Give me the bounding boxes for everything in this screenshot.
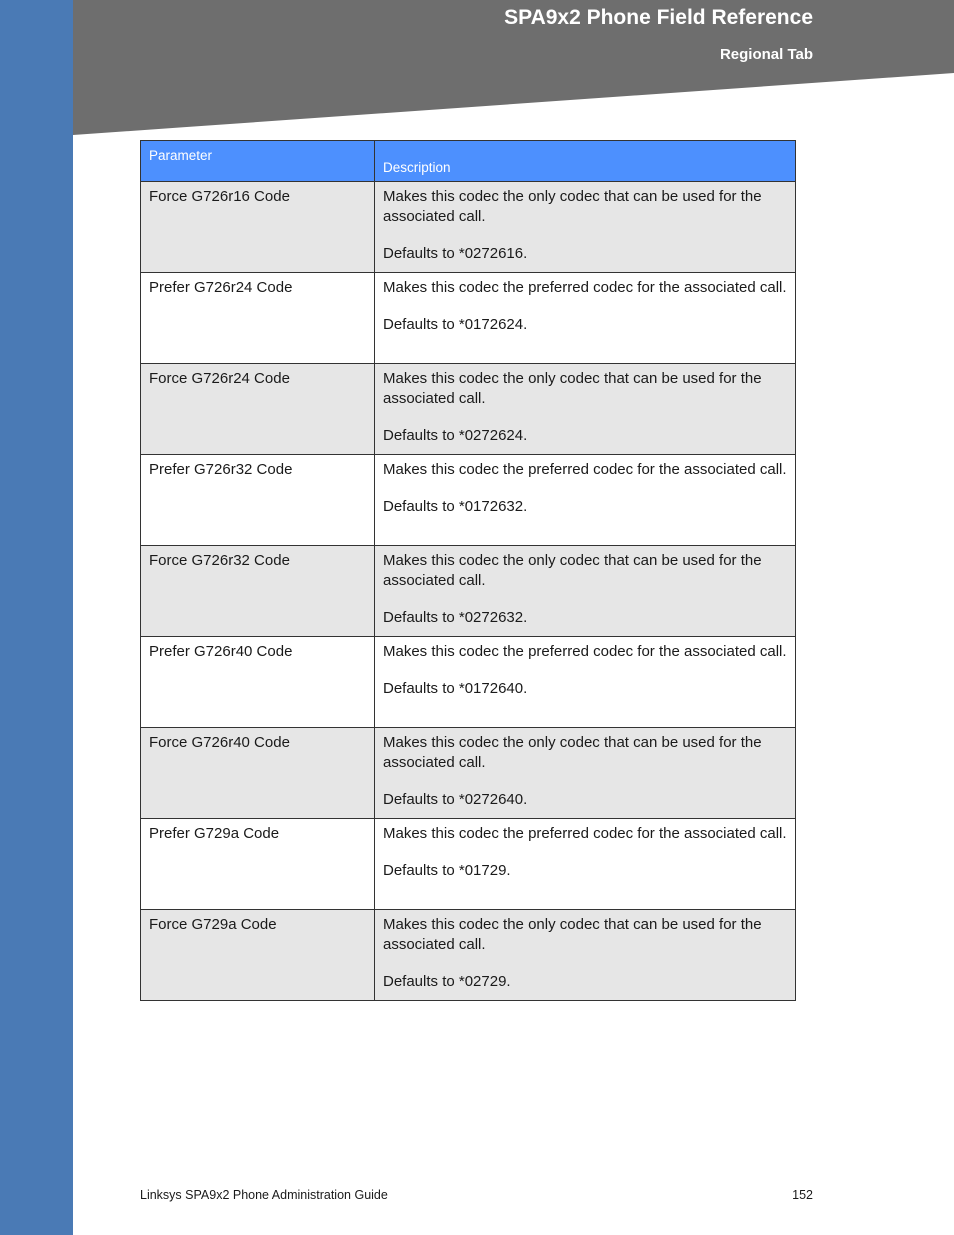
parameter-cell: Force G726r32 Code (141, 546, 375, 637)
default-value-text: Defaults to *0272616. (383, 245, 528, 262)
default-value-text: Defaults to *0172632. (383, 498, 528, 515)
description-cell (375, 546, 796, 637)
description-cell (375, 637, 796, 728)
description-cell (375, 728, 796, 819)
description-cell (375, 182, 796, 273)
parameter-cell: Prefer G726r32 Code (141, 455, 375, 546)
table-row (141, 273, 796, 364)
description-text: Makes this codec the preferred codec for the associated call. (383, 279, 787, 296)
footer-guide-title: Linksys SPA9x2 Phone Administration Guide (140, 1188, 388, 1202)
parameter-cell: Prefer G726r24 Code (141, 273, 375, 364)
parameter-cell: Force G729a Code (141, 910, 375, 1001)
table-row (141, 546, 796, 637)
table-row (141, 364, 796, 455)
column-header-parameter: Parameter (141, 141, 375, 182)
description-text: Makes this codec the only codec that can be used for the associated call. (383, 188, 762, 225)
table-row (141, 728, 796, 819)
parameter-cell: Prefer G726r40 Code (141, 637, 375, 728)
default-value-text: Defaults to *01729. (383, 862, 511, 879)
description-text: Makes this codec the only codec that can be used for the associated call. (383, 734, 762, 771)
description-cell (375, 819, 796, 910)
field-reference-table (140, 140, 796, 1001)
default-value-text: Defaults to *02729. (383, 973, 511, 990)
description-text: Makes this codec the only codec that can be used for the associated call. (383, 552, 762, 589)
description-cell (375, 273, 796, 364)
table-row (141, 819, 796, 910)
default-value-text: Defaults to *0172624. (383, 316, 528, 333)
description-text: Makes this codec the only codec that can be used for the associated call. (383, 916, 762, 953)
footer-page-number: 152 (792, 1188, 813, 1202)
table-row (141, 182, 796, 273)
page-title: SPA9x2 Phone Field Reference (504, 6, 813, 29)
page-subtitle: Regional Tab (719, 46, 813, 63)
default-value-text: Defaults to *0272640. (383, 791, 528, 808)
description-text: Makes this codec the preferred codec for the associated call. (383, 825, 787, 842)
description-cell (375, 455, 796, 546)
description-cell (375, 910, 796, 1001)
parameter-cell: Force G726r16 Code (141, 182, 375, 273)
table-row (141, 910, 796, 1001)
default-value-text: Defaults to *0272624. (383, 427, 528, 444)
description-cell (375, 364, 796, 455)
table-header-row (141, 141, 796, 182)
table-row (141, 455, 796, 546)
left-sidebar-bar (0, 0, 73, 1235)
parameter-cell: Force G726r40 Code (141, 728, 375, 819)
column-header-description: Description (375, 141, 796, 182)
default-value-text: Defaults to *0272632. (383, 609, 528, 626)
description-text: Makes this codec the preferred codec for the associated call. (383, 643, 787, 660)
parameter-cell: Force G726r24 Code (141, 364, 375, 455)
description-text: Makes this codec the only codec that can be used for the associated call. (383, 370, 762, 407)
default-value-text: Defaults to *0172640. (383, 680, 528, 697)
description-text: Makes this codec the preferred codec for the associated call. (383, 461, 787, 478)
parameter-cell: Prefer G729a Code (141, 819, 375, 910)
table-row (141, 637, 796, 728)
